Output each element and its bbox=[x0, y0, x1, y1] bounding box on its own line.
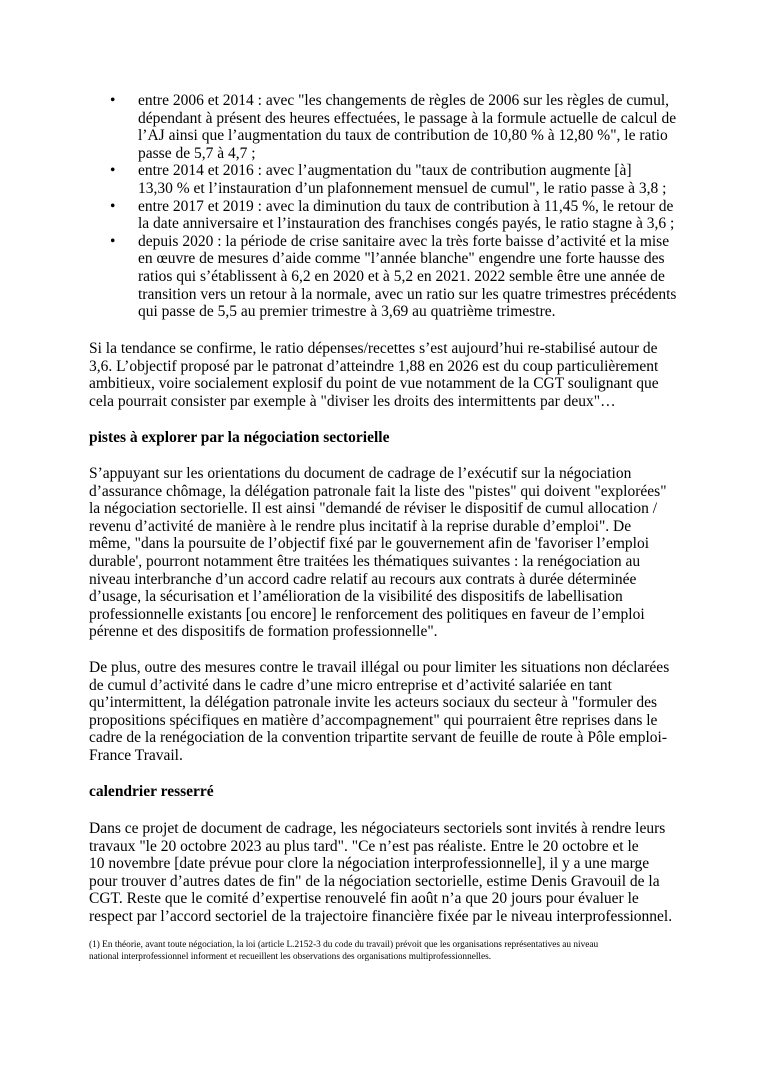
paragraph-line: cela pourrait consister par exemple à "diviser les droits des intermittents par deux"… bbox=[89, 392, 616, 410]
bullet-icon: • bbox=[110, 232, 116, 250]
paragraph-line: cadre de la renégociation de la convention tripartite servant de feuille de route à Pôle emploi- bbox=[89, 729, 667, 747]
paragraph-line: même, "dans la poursuite de l’objectif fixé par le gouvernement afin de 'favoriser l’emploi bbox=[89, 535, 650, 553]
ratio-evolution-list bbox=[110, 92, 690, 321]
list-item-line: passe de 5,7 à 4,7 ; bbox=[138, 144, 256, 162]
paragraph-calendrier bbox=[89, 820, 699, 926]
list-item-line: l’AJ ainsi que l’augmentation du taux de contribution de 10,80 % à 12,80 %", le ratio bbox=[138, 127, 668, 145]
section-heading-pistes: pistes à explorer par la négociation sectorielle bbox=[89, 429, 390, 446]
list-item-line: transition vers un retour à la normale, avec un ratio sur les quatre trimestres précédents bbox=[138, 285, 677, 303]
paragraph-line: respect par l’accord sectoriel de la trajectoire financière fixée par le niveau interprofessionnel. bbox=[89, 907, 673, 925]
footnote-line: (1) En théorie, avant toute négociation, la loi (article L.2152-3 du code du travail) prévoit que les organisations représentatives au niveau bbox=[89, 940, 599, 950]
bullet-icon: • bbox=[110, 92, 116, 109]
list-item-line: entre 2006 et 2014 : avec "les changements de règles de 2006 sur les règles de cumul, bbox=[138, 92, 670, 109]
list-item bbox=[110, 162, 690, 197]
list-item-line: ratios qui s’établissent à 6,2 en 2020 et à 5,2 en 2021. 2022 semble être une année de bbox=[138, 267, 665, 285]
paragraph-pistes bbox=[89, 465, 699, 641]
paragraph-line: niveau interbranche d’un accord cadre relatif au recours aux contrats à durée déterminée bbox=[89, 570, 637, 588]
paragraph-line: d’assurance chômage, la délégation patronale fait la liste des "pistes" qui doivent "explorées" bbox=[89, 482, 667, 500]
list-item-line: en œuvre de mesures d’aide comme "l’année blanche" engendre une forte hausse des bbox=[138, 250, 665, 268]
paragraph-line: la négociation sectorielle. Il est ainsi "demandé de réviser le dispositif de cumul allocation / bbox=[89, 500, 658, 518]
list-item-line: la date anniversaire et l’instauration des franchises congés payés, le ratio stagne à 3,6 ; bbox=[138, 215, 675, 233]
paragraph-line: travaux "le 20 octobre 2023 au plus tard". "Ce n’est pas réaliste. Entre le 20 octobre et le bbox=[89, 837, 639, 855]
list-item bbox=[110, 198, 690, 233]
paragraph-line: propositions spécifiques en matière d’accompagnement" qui pourraient être reprises dans le bbox=[89, 711, 658, 729]
paragraph-line: professionnelle existants [ou encore] le renforcement des politiques en faveur de l’emploi bbox=[89, 605, 645, 623]
paragraph-line: 3,6. L’objectif proposé par le patronat d’atteindre 1,88 en 2026 est du coup particulièrement bbox=[89, 357, 659, 375]
paragraph-line: d’usage, la sécurisation et l’amélioration de la visibilité des dispositifs de labellisation bbox=[89, 588, 623, 606]
paragraph-line: France Travail. bbox=[89, 746, 183, 764]
list-item bbox=[110, 92, 690, 162]
paragraph-line: de cumul d’activité dans le cadre d’une micro entreprise et d’activité salariée en tant bbox=[89, 676, 612, 694]
list-item-line: 13,30 % et l’instauration d’un plafonnement mensuel de cumul", le ratio passe à 3,8 ; bbox=[138, 179, 667, 197]
paragraph-line: CGT. Reste que le comité d’expertise renouvelé fin août n’a que 20 jours pour évaluer le bbox=[89, 890, 639, 908]
paragraph-line: durable', pourront notamment être traitées les thématiques suivantes : la renégociation au bbox=[89, 552, 641, 570]
paragraph-line: 10 novembre [date prévue pour clore la négociation interprofessionnelle], il y a une marge bbox=[89, 855, 650, 873]
list-item-line: entre 2014 et 2016 : avec l’augmentation du "taux de contribution augmente [à] bbox=[138, 162, 632, 180]
list-item-line: depuis 2020 : la période de crise sanitaire avec la très forte baisse d’activité et la mise bbox=[138, 232, 670, 250]
list-item-line: entre 2017 et 2019 : avec la diminution du taux de contribution à 11,45 %, le retour de bbox=[138, 197, 674, 215]
bullet-icon: • bbox=[110, 197, 116, 215]
paragraph-line: pour trouver d’autres dates de fin" de la négociation sectorielle, estime Denis Gravouil de la bbox=[89, 872, 660, 890]
list-item bbox=[110, 233, 690, 321]
paragraph-line: De plus, outre des mesures contre le travail illégal ou pour limiter les situations non déclarées bbox=[89, 659, 670, 676]
paragraph-de-plus bbox=[89, 659, 699, 765]
list-item-line: qui passe de 5,5 au premier trimestre à 3,69 au quatrième trimestre. bbox=[138, 303, 556, 321]
paragraph-line: Dans ce projet de document de cadrage, les négociateurs sectoriels sont invités à rendre leurs bbox=[89, 820, 666, 837]
paragraph-line: Si la tendance se confirme, le ratio dépenses/recettes s’est aujourd’hui re-stabilisé autour de bbox=[89, 340, 658, 357]
paragraph-line: qu’intermittent, la délégation patronale invite les acteurs sociaux du secteur à "formuler des bbox=[89, 694, 657, 712]
paragraph-line: revenu d’activité de manière à le rendre plus incitatif à la reprise durable d’emploi". De bbox=[89, 517, 632, 535]
paragraph-tendance bbox=[89, 340, 699, 410]
footnote bbox=[89, 940, 719, 964]
section-heading-calendrier: calendrier resserré bbox=[89, 783, 214, 800]
paragraph-line: S’appuyant sur les orientations du document de cadrage de l’exécutif sur la négociation bbox=[89, 465, 632, 482]
footnote-line: national interprofessionnel informent et recueillent les observations des organisations multiprofessionnelles. bbox=[89, 951, 492, 962]
bullet-icon: • bbox=[110, 162, 116, 180]
paragraph-line: ambitieux, voire socialement explosif du point de vue notamment de la CGT soulignant que bbox=[89, 375, 659, 393]
list-item-line: dépendant à présent des heures effectuées, le passage à la formule actuelle de calcul de bbox=[138, 109, 677, 127]
paragraph-line: pérenne et des dispositifs de formation professionnelle". bbox=[89, 623, 438, 641]
